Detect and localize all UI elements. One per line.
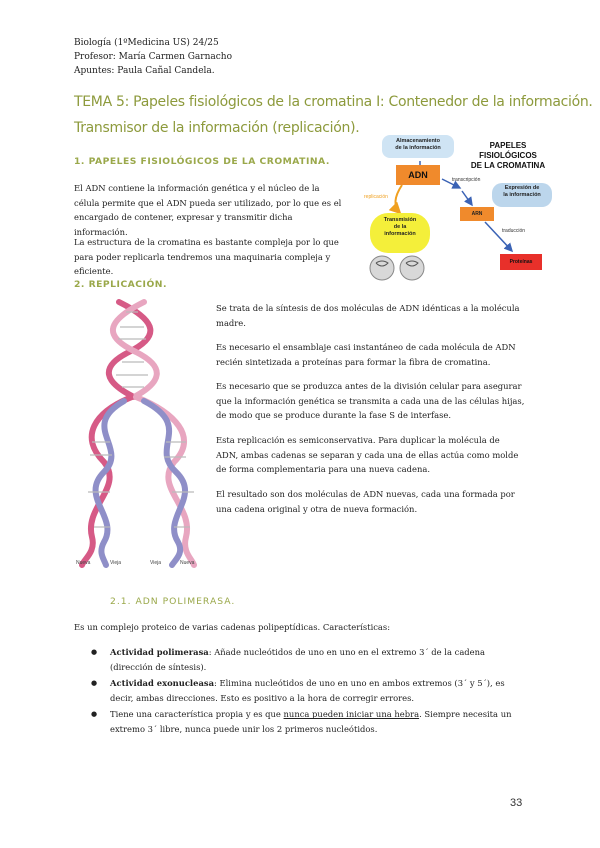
header-course: Biología (1ºMedicina US) 24/25 <box>74 38 219 48</box>
helix-label-nueva-right: Nueva <box>180 560 195 566</box>
topic-title-line1: TEMA 5: Papeles fisiológicos de la cromatina I: Contenedor de la información. <box>74 94 593 110</box>
dna-helix-drawing <box>74 297 214 572</box>
transmission-box: Transmisión de la información <box>370 213 430 253</box>
translation-arrow <box>485 222 512 251</box>
underlined-phrase: nunca pueden iniciar una hebra <box>283 709 420 720</box>
section2-heading: 2. REPLICACIÓN. <box>74 279 167 290</box>
helix-label-nueva-left: Nueva <box>76 560 91 566</box>
replication-paragraph5: El resultado son dos moléculas de ADN nuevas, cada una formada por una cadena original y otra de nueva formación. <box>216 489 515 514</box>
header-author: Apuntes: Paula Cañal Candela. <box>74 66 215 76</box>
list-item: ● Actividad polimerasa: Añade nucleótidos de uno en uno en el extremo 3´ de la cadena (dirección de síntesis). <box>90 645 526 674</box>
dna-replication-figure <box>74 297 214 572</box>
list-item: ● Actividad exonucleasa: Elimina nucleótidos de uno en uno en ambos extremos (3´ y 5´), es decir, ambas direcciones. Esto es positivo a la hora de corregir errores. <box>90 676 526 705</box>
header-professor: Profesor: María Carmen Garnacho <box>74 52 233 62</box>
replication-paragraph2: Es necesario el ensamblaje casi instantáneo de cada molécula de ADN recién sintetizada a proteínas para formar la fibra de cromatina. <box>216 342 516 367</box>
polymerase-characteristics-list <box>90 645 526 739</box>
transcription-label: transcripción <box>452 177 481 183</box>
exonuclease-activity-term: Actividad exonucleasa <box>110 678 215 689</box>
document-header <box>74 36 232 78</box>
helix-label-vieja-right: Vieja <box>150 560 162 566</box>
polymerase-activity-term: Actividad polimerasa <box>110 647 209 657</box>
replication-paragraph4: Esta replicación es semiconservativa. Para duplicar la molécula de ADN, ambas cadenas se separan y cada una de ellas actúa como molde de forma complementaria para una nueva cadena. <box>216 435 519 475</box>
replication-paragraph3: Es necesario que se produzca antes de la división celular para asegurar que la información genética se transmita a cada una de las células hijas, de modo que se produce durante la fase S de interfase. <box>216 381 525 421</box>
replication-label: replicación <box>364 194 388 200</box>
helix-label-vieja-left: Vieja <box>110 560 122 566</box>
topic-title-line2: Transmisor de la información (replicación). <box>74 120 360 136</box>
transcription-arrow-2 <box>462 191 472 205</box>
chromosome-image-1 <box>370 256 394 280</box>
arn-box: ARN <box>460 207 494 221</box>
polymerase-intro: Es un complejo proteico de varias cadenas polipeptídicas. Características: <box>74 622 391 632</box>
section1-paragraph1: El ADN contiene la información genética y el núcleo de la célula permite que el ADN pueda ser utilizado, por lo que es el encargado de contener, expresar y transmitir dicha información. <box>74 183 342 237</box>
helix-strand-old-b <box>113 302 157 397</box>
section1-heading: 1. PAPELES FISIOLÓGICOS DE LA CROMATINA. <box>74 156 330 167</box>
replication-paragraph1: Se trata de la síntesis de dos moléculas de ADN idénticas a la molécula madre. <box>216 303 520 328</box>
storage-box: Almacenamiento de la información <box>382 135 454 158</box>
chromatin-roles-diagram <box>360 133 556 281</box>
section1-paragraph2: La estructura de la cromatina es bastante compleja por lo que para poder replicarla tendremos una maquinaria compleja y eficiente. <box>74 237 339 277</box>
diagram-title: PAPELES FISIOLÓGICOS DE LA CROMATINA <box>470 141 546 170</box>
proteins-box: Proteínas <box>500 254 542 270</box>
replication-arrow <box>395 185 402 213</box>
list-item: ● Tiene una característica propia y es que nunca pueden iniciar una hebra. Siempre necesita un extremo 3´ libre, nunca puede unir los 2 primeros nucleótidos. <box>90 707 526 736</box>
chromosome-image-2 <box>400 256 424 280</box>
translation-label: traducción <box>502 228 526 234</box>
subsection-heading: 2.1. ADN POLIMERASA. <box>110 596 236 607</box>
page-number: 33 <box>510 797 523 809</box>
expression-box: Expresión de la información <box>492 183 552 207</box>
adn-box: ADN <box>396 165 440 185</box>
